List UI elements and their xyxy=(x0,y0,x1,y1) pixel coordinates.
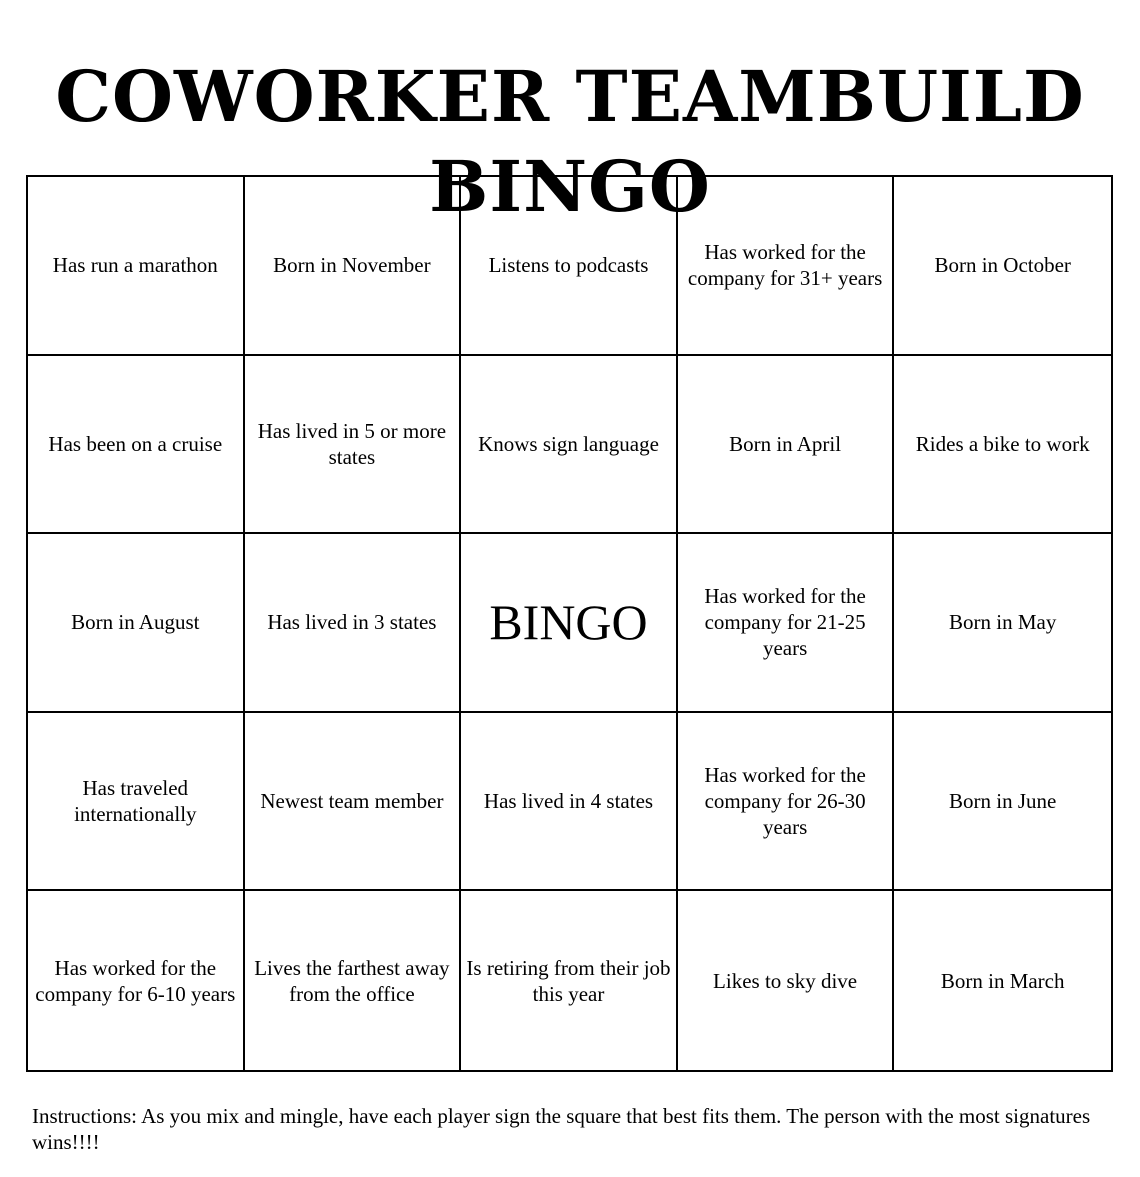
bingo-free-square-label: BINGO xyxy=(489,594,648,651)
bingo-cell-label: Born in October xyxy=(934,253,1071,278)
bingo-cell[interactable] xyxy=(461,356,678,535)
bingo-cell[interactable] xyxy=(28,534,245,713)
bingo-cell[interactable] xyxy=(894,713,1111,892)
bingo-cell-label: Has worked for the company for 21-25 years xyxy=(704,584,866,661)
bingo-cell-label: Knows sign language xyxy=(478,431,659,456)
instructions-text: Instructions: As you mix and mingle, have each player sign the square that best fits them. The person with the most signatures wins!!!! xyxy=(32,1104,1091,1154)
bingo-cell-label: Rides a bike to work xyxy=(915,431,1090,456)
bingo-cell-label: Born in March xyxy=(940,968,1065,993)
bingo-cell[interactable] xyxy=(245,356,462,535)
bingo-cell-label: Has worked for the company for 6-10 years xyxy=(35,955,236,1006)
bingo-free-square[interactable] xyxy=(461,534,678,713)
bingo-cell[interactable] xyxy=(461,891,678,1070)
bingo-cell[interactable] xyxy=(461,177,678,356)
bingo-cell[interactable] xyxy=(678,534,895,713)
bingo-cell[interactable] xyxy=(678,891,895,1070)
bingo-cell[interactable] xyxy=(245,713,462,892)
bingo-cell[interactable] xyxy=(894,534,1111,713)
bingo-cell[interactable] xyxy=(678,356,895,535)
bingo-cell[interactable] xyxy=(894,177,1111,356)
bingo-cell[interactable] xyxy=(894,356,1111,535)
bingo-cell[interactable] xyxy=(461,713,678,892)
bingo-cell-label: Born in November xyxy=(273,253,431,278)
bingo-cell[interactable] xyxy=(678,713,895,892)
bingo-cell[interactable] xyxy=(245,891,462,1070)
bingo-cell[interactable] xyxy=(28,713,245,892)
bingo-cell-label: Newest team member xyxy=(260,789,444,814)
bingo-cell-label: Has lived in 5 or more states xyxy=(257,418,447,469)
bingo-cell-label: Born in April xyxy=(729,431,842,456)
bingo-grid xyxy=(26,175,1113,1072)
bingo-cell-label: Born in June xyxy=(949,789,1057,814)
bingo-cell-label: Born in August xyxy=(71,610,200,635)
bingo-cell-label: Has lived in 4 states xyxy=(483,789,654,814)
page-title: COWORKER TEAMBUILD BINGO xyxy=(55,55,1085,228)
bingo-cell-label: Listens to podcasts xyxy=(488,253,649,278)
bingo-cell[interactable] xyxy=(678,177,895,356)
bingo-cell-label: Has lived in 3 states xyxy=(267,610,437,635)
bingo-cell-label: Is retiring from their job this year xyxy=(466,955,671,1006)
bingo-cell-label: Born in May xyxy=(949,610,1057,635)
bingo-cell-label: Likes to sky dive xyxy=(713,968,858,993)
bingo-cell[interactable] xyxy=(894,891,1111,1070)
bingo-cell[interactable] xyxy=(28,177,245,356)
bingo-cell[interactable] xyxy=(28,891,245,1070)
bingo-cell[interactable] xyxy=(245,534,462,713)
bingo-cell-label: Has been on a cruise xyxy=(48,431,223,456)
bingo-cell-label: Has worked for the company for 31+ years xyxy=(687,240,883,291)
bingo-cell[interactable] xyxy=(245,177,462,356)
bingo-cell-label: Has run a marathon xyxy=(52,253,218,278)
bingo-cell-label: Lives the farthest away from the office xyxy=(254,955,450,1006)
bingo-cell[interactable] xyxy=(28,356,245,535)
bingo-cell-label: Has worked for the company for 26-30 years xyxy=(704,763,866,840)
bingo-cell-label: Has traveled internationally xyxy=(74,776,197,827)
